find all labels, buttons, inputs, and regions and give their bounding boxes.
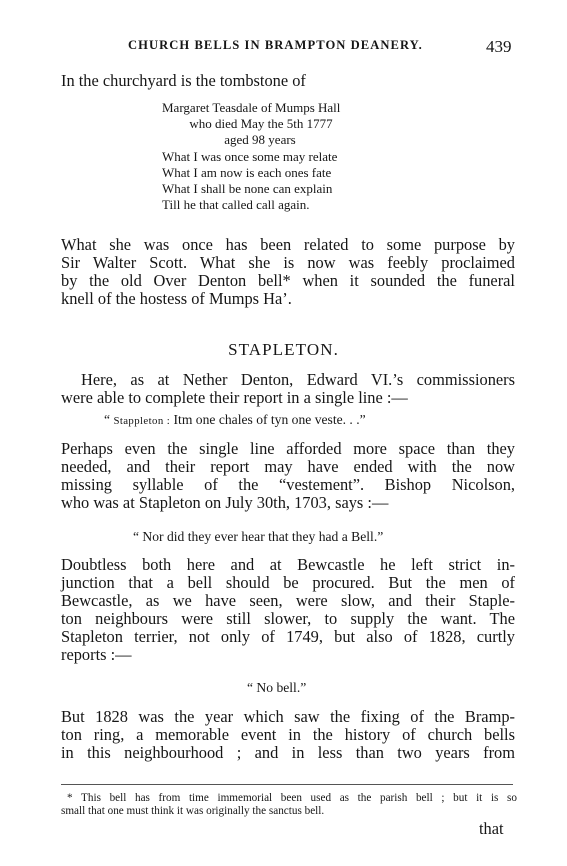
text-line: Here, as at Nether Denton, Edward VI.’s commissioners: [81, 370, 515, 389]
epitaph-line: Margaret Teasdale of Mumps Hall: [162, 100, 341, 115]
footnote-line: * This bell has from time immemorial been used as the parish bell ; but it is so: [67, 792, 517, 804]
page-header: [0, 38, 567, 62]
quote-no-bell: “ No bell.”: [247, 680, 307, 695]
quote-inventory: “ Stappleton : Itm one chales of tyn one veste. . .”: [104, 412, 366, 427]
text-line: were able to complete their report in a single line :—: [61, 388, 408, 407]
text-line: What she was once has been related to some purpose by: [61, 235, 515, 254]
text-line: missing syllable of the “vestement”. Bishop Nicolson,: [61, 475, 515, 494]
text-line: ton ring, a memorable event in the history of church bells: [61, 725, 515, 744]
paragraph-commissioners: [61, 371, 515, 407]
text-line: ton neighbours were still slower, to supply the want. The: [61, 609, 515, 628]
text-line: in this neighbourhood ; and in less than two years from: [61, 743, 515, 762]
intro-line: In the churchyard is the tombstone of: [61, 71, 306, 90]
text-line: needed, and their report may have ended with the now: [61, 457, 515, 476]
epitaph-line: What I am now is each ones fate: [162, 164, 332, 180]
epitaph-line: who died May the 5th 1777: [189, 116, 333, 132]
text-line: Stapleton terrier, not only of 1749, but also of 1828, curtly: [61, 627, 515, 646]
paragraph-injunction: [61, 556, 515, 664]
quote-nicolson: “ Nor did they ever hear that they had a Bell.”: [133, 529, 384, 544]
epitaph-line: aged 98 years: [224, 132, 296, 148]
running-title: CHURCH BELLS IN BRAMPTON DEANERY.: [128, 38, 423, 52]
smallcaps-place-name: Stappleton :: [113, 415, 171, 427]
epitaph-line: What I shall be none can explain: [162, 181, 333, 197]
page-number: 439: [486, 37, 512, 56]
text-line: Sir Walter Scott. What she is now was feebly proclaimed: [61, 253, 515, 272]
footnote-rule: [61, 784, 513, 785]
paragraph-vestement: [61, 440, 515, 512]
text-line: junction that a bell should be procured. But the men of: [61, 573, 515, 592]
text-line: knell of the hostess of Mumps Ha’.: [61, 289, 292, 308]
text-line: reports :—: [61, 645, 132, 664]
text-line: who was at Stapleton on July 30th, 1703, says :—: [61, 493, 389, 512]
text-line: Bewcastle, as we have seen, were slow, and their Staple-: [61, 591, 515, 610]
catchword: that: [479, 819, 504, 838]
footnote: [61, 792, 517, 818]
text-line: But 1828 was the year which saw the fixing of the Bramp-: [61, 707, 515, 726]
text-line: by the old Over Denton bell* when it sounded the funeral: [61, 271, 515, 290]
text-line: Perhaps even the single line afforded more space than they: [61, 439, 515, 458]
text-line: Doubtless both here and at Bewcastle he left strict in-: [61, 555, 515, 574]
epitaph-line: Till he that called call again.: [162, 197, 310, 213]
epitaph-inscription: [162, 100, 360, 213]
paragraph-scott: [61, 236, 515, 308]
section-heading: STAPLETON.: [228, 340, 339, 359]
footnote-line: small that one must think it was originally the sanctus bell.: [61, 805, 325, 817]
epitaph-line: What I was once some may relate: [162, 148, 338, 164]
paragraph-brampton-ring: [61, 708, 515, 762]
